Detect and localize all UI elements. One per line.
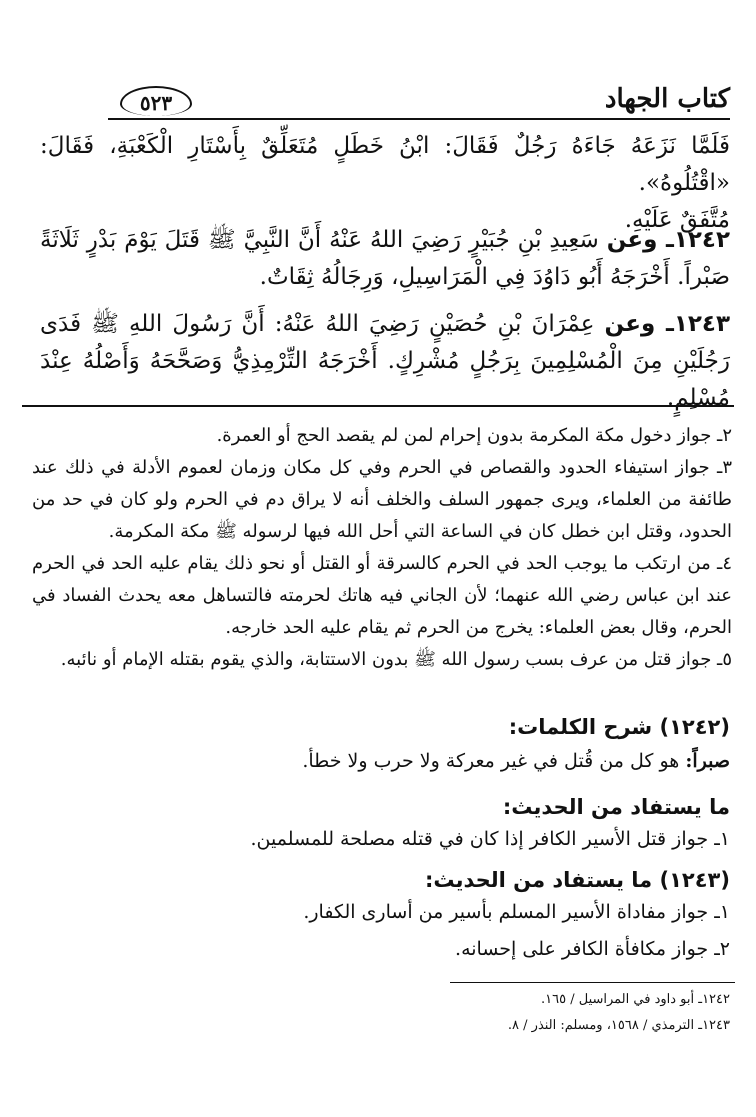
hadith-1242-number: ١٢٤٢ـ وعن bbox=[606, 227, 731, 253]
definition-text: هو كل من قُتل في غير معركة ولا حرب ولا خطأ. bbox=[302, 750, 680, 772]
note-item: ٣ـ جواز استيفاء الحدود والقصاص في الحرم وفي كل مكان وزمان لعموم الأدلة في ذلك عند طائفة من العلماء، ويرى جمهور السلف والخلف أنه لا يراق دم في الحرم ولو كان في حد من الحدود، وقتل ابن خطل كان في الساعة التي أحل الله فيها لرسوله ﷺ مكة المكرمة. bbox=[32, 457, 732, 542]
definition-sabran bbox=[302, 750, 730, 772]
commentary-notes bbox=[32, 420, 732, 676]
hadith-1242 bbox=[40, 222, 730, 296]
page-number: ٥٢٣ bbox=[120, 86, 192, 116]
benefits-heading-1242: ما يستفاد من الحديث: bbox=[502, 795, 730, 819]
hadith-1241-line-1: فَلَمَّا نَزَعَهُ جَاءَهُ رَجُلٌ فَقَالَ: ابْنُ خَطَلٍ مُتَعَلِّقٌ بِأَسْتَارِ الْكَعْبَةِ، فَقَالَ: «اقْتُلُوهُ». bbox=[40, 133, 730, 196]
note-item: ٤ـ من ارتكب ما يوجب الحد في الحرم كالسرقة أو القتل أو نحو ذلك يقام عليه الحد في الحرم عند ابن عباس رضي الله عنهما؛ لأن الجاني فيه هاتك لحرمته فالتساهل معه يحدث الفساد في الحرم، وقال بعض العلماء: يخرج من الحرم ثم يقام عليه الحد خارجه. bbox=[32, 553, 732, 638]
book-title: كتاب الجهاد bbox=[604, 84, 730, 114]
benefits-heading-1243: (١٢٤٣) ما يستفاد من الحديث: bbox=[425, 868, 730, 892]
benefit-1243-2: ٢ـ جواز مكافأة الكافر على إحسانه. bbox=[455, 938, 730, 960]
header-divider bbox=[108, 118, 730, 120]
section-divider bbox=[22, 405, 734, 407]
benefit-1243-1: ١ـ جواز مفاداة الأسير المسلم بأسير من أسارى الكفار. bbox=[303, 901, 730, 923]
hadith-1243-text: عِمْرَانَ بْنِ حُصَيْنٍ رَضِيَ اللهُ عَنْهُ: أَنَّ رَسُولَ اللهِ ﷺ فَدَى رَجُلَيْنِ مِنَ الْمُسْلِمِينَ بِرَجُلٍ مُشْرِكٍ. أَخْرَجَهُ التِّرْمِذِيُّ وَصَحَّحَهُ وَأَصْلُهُ عِنْدَ مُسْلِمٍ. bbox=[40, 311, 730, 411]
footnote-1242: ١٢٤٢ـ أبو داود في المراسيل / ١٦٥. bbox=[540, 992, 730, 1007]
words-explanation-heading: (١٢٤٢) شرح الكلمات: bbox=[508, 715, 730, 739]
note-item: ٥ـ جواز قتل من عرف بسب رسول الله ﷺ بدون الاستتابة، والذي يقوم بقتله الإمام أو نائبه. bbox=[60, 649, 732, 670]
hadith-1241-line-2: مُتَّفَقٌ عَلَيْهِ. bbox=[624, 207, 730, 233]
benefit-1242-1: ١ـ جواز قتل الأسير الكافر إذا كان في قتله مصلحة للمسلمين. bbox=[250, 828, 730, 850]
page-header bbox=[80, 82, 730, 122]
hadith-1242-text: سَعِيدِ بْنِ جُبَيْرٍ رَضِيَ اللهُ عَنْهُ أَنَّ النَّبِيَّ ﷺ قَتَلَ يَوْمَ بَدْرٍ ثَلَاثَةً صَبْراً. أَخْرَجَهُ أَبُو دَاوُدَ فِي الْمَرَاسِيلِ، وَرِجَالُهُ ثِقَاتٌ. bbox=[40, 227, 730, 290]
note-item: ٢ـ جواز دخول مكة المكرمة بدون إحرام لمن لم يقصد الحج أو العمرة. bbox=[216, 425, 732, 446]
definition-term: صبراً: bbox=[685, 750, 730, 772]
hadith-1243 bbox=[40, 306, 730, 417]
hadith-1243-number: ١٢٤٣ـ وعن bbox=[604, 311, 731, 337]
footnote-1243: ١٢٤٣ـ الترمذي / ١٥٦٨، ومسلم: النذر / ٨. bbox=[507, 1018, 730, 1033]
footnote-divider bbox=[450, 982, 735, 983]
